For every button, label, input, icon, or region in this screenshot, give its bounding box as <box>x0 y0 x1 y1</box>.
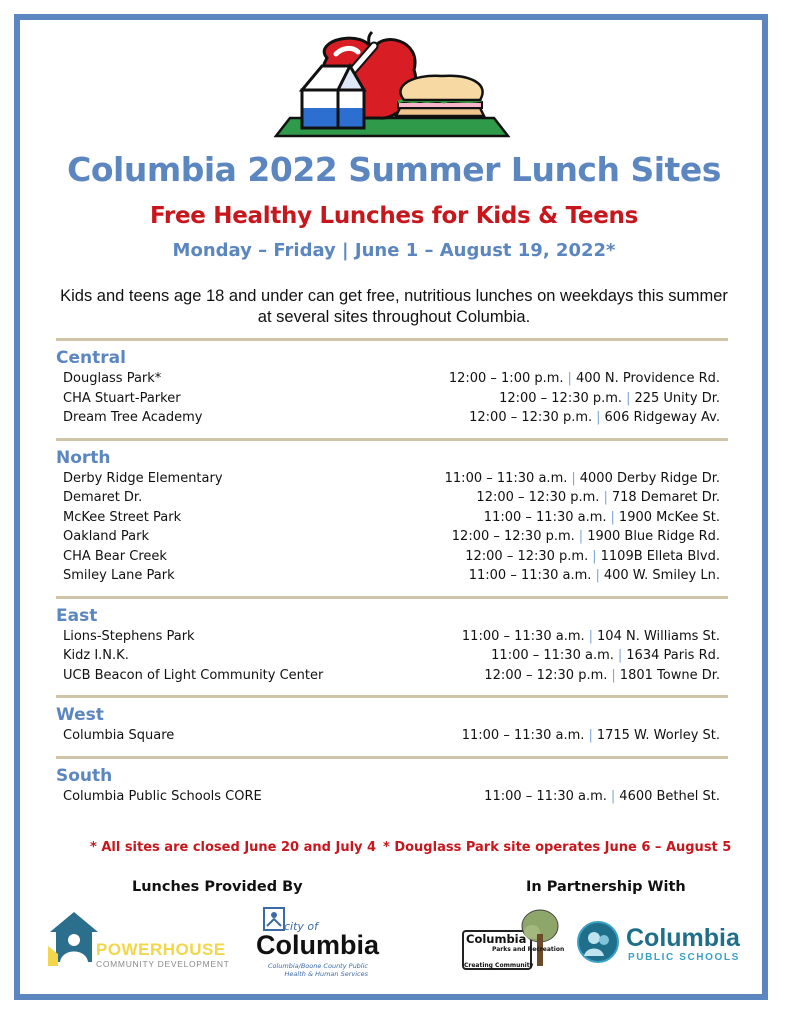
separator: | <box>610 509 615 525</box>
parks-tagline: Creating Community <box>464 962 534 969</box>
site-details <box>491 646 720 666</box>
separator: | <box>611 667 616 683</box>
region-east <box>56 599 728 696</box>
site-details <box>462 627 720 647</box>
site-time: 11:00 – 11:30 a.m. <box>483 509 607 525</box>
separator: | <box>595 568 600 583</box>
site-time: 11:00 – 11:30 a.m. <box>491 648 614 663</box>
separator: | <box>603 490 608 505</box>
site-address: 1634 Paris Rd. <box>626 648 720 663</box>
site-name: Dream Tree Academy <box>63 410 203 425</box>
separator: | <box>578 529 584 544</box>
page-subtitle: Free Healthy Lunches for Kids & Teens <box>149 203 638 229</box>
site-name: McKee Street Park <box>63 509 182 525</box>
region-west <box>56 698 728 756</box>
region-central <box>56 341 728 438</box>
region-heading: South <box>56 765 113 786</box>
separator: | <box>610 788 616 804</box>
regions-list <box>56 338 728 816</box>
site-time: 12:00 – 12:30 p.m. <box>484 667 608 683</box>
site-row <box>56 787 728 807</box>
site-time: 11:00 – 11:30 a.m. <box>461 728 585 743</box>
separator: | <box>592 548 597 564</box>
cps-logo-icon <box>576 920 620 964</box>
site-row <box>56 369 728 389</box>
separator: | <box>588 728 593 743</box>
site-name: UCB Beacon of Light Community Center <box>63 667 324 683</box>
site-row <box>56 527 728 547</box>
site-time: 12:00 – 12:30 p.m. <box>499 390 623 406</box>
site-name: Derby Ridge Elementary <box>63 470 223 486</box>
region-heading: West <box>56 705 104 725</box>
site-name: Columbia Public Schools CORE <box>63 788 262 804</box>
site-time: 12:00 – 12:30 p.m. <box>469 410 593 425</box>
separator: | <box>596 410 601 425</box>
separator: | <box>626 390 631 406</box>
separator: | <box>588 628 594 644</box>
separator: | <box>571 470 576 486</box>
schedule-dates: Monday – Friday | June 1 – August 19, 2022* <box>172 240 616 261</box>
site-details <box>499 389 720 409</box>
site-address: 718 Demaret Dr. <box>611 490 720 505</box>
cps-subtitle: PUBLIC SCHOOLS <box>628 952 740 963</box>
site-name: Columbia Square <box>63 728 175 743</box>
site-time: 12:00 – 12:30 p.m. <box>476 490 600 505</box>
city-of-columbia-logo-icon <box>262 906 286 932</box>
region-heading: Central <box>56 348 126 368</box>
site-details <box>469 566 720 586</box>
site-row <box>56 627 728 647</box>
powerhouse-wordmark: POWERHOUSE <box>96 940 226 959</box>
site-name: CHA Stuart-Parker <box>63 390 181 406</box>
city-of-label: city of <box>284 920 319 933</box>
site-address: 4600 Bethel St. <box>619 788 720 804</box>
region-heading: North <box>56 447 111 468</box>
site-row <box>56 566 728 586</box>
site-name: Demaret Dr. <box>63 490 143 505</box>
note-douglass-park: * Douglass Park site operates June 6 – August 5 <box>383 840 732 855</box>
site-address: 400 N. Providence Rd. <box>575 371 720 386</box>
site-name: Lions-Stephens Park <box>63 628 195 644</box>
site-details <box>484 787 720 807</box>
site-details <box>452 527 720 547</box>
lunch-tray-illustration <box>272 30 512 148</box>
site-name: Douglass Park* <box>63 371 162 386</box>
site-address: 1900 Blue Ridge Rd. <box>587 529 720 544</box>
site-address: 1109B Elleta Blvd. <box>600 548 720 564</box>
region-south <box>56 759 728 817</box>
site-details <box>484 666 720 686</box>
site-time: 12:00 – 1:00 p.m. <box>448 371 564 386</box>
site-row <box>56 488 728 508</box>
separator: | <box>567 371 572 386</box>
site-address: 1801 Towne Dr. <box>619 667 720 683</box>
site-details <box>462 726 720 746</box>
site-row <box>56 666 728 686</box>
parks-subtitle: Parks and Recreation <box>492 946 565 953</box>
site-address: 225 Unity Dr. <box>634 390 720 406</box>
powerhouse-subtitle: COMMUNITY DEVELOPMENT <box>96 959 230 969</box>
site-address: 1715 W. Worley St. <box>596 728 720 743</box>
site-details <box>465 547 720 567</box>
city-columbia-subtitle: Columbia/Boone County Public Health & Human Services <box>267 962 368 978</box>
separator: | <box>617 648 623 663</box>
site-time: 11:00 – 11:30 a.m. <box>461 628 585 644</box>
site-time: 11:00 – 11:30 a.m. <box>484 788 607 804</box>
parks-title: Columbia <box>466 932 527 946</box>
site-row <box>56 408 728 428</box>
site-name: Oakland Park <box>63 529 150 544</box>
site-details <box>484 508 720 528</box>
cps-wordmark: Columbia <box>626 924 740 952</box>
site-address: 606 Ridgeway Av. <box>604 410 720 425</box>
site-time: 12:00 – 12:30 p.m. <box>451 529 575 544</box>
site-time: 12:00 – 12:30 p.m. <box>465 548 589 564</box>
region-heading: East <box>56 605 98 626</box>
site-row <box>56 508 728 528</box>
city-columbia-wordmark: Columbia <box>256 930 380 960</box>
site-row <box>56 547 728 567</box>
page-title: Columbia 2022 Summer Lunch Sites <box>67 150 721 189</box>
site-row <box>56 469 728 489</box>
site-details <box>476 488 720 508</box>
site-address: 400 W. Smiley Ln. <box>603 568 720 583</box>
powerhouse-logo-icon <box>48 910 100 966</box>
region-north <box>56 441 728 596</box>
site-row <box>56 389 728 409</box>
lunches-provided-by-heading: Lunches Provided By <box>132 879 303 895</box>
intro-text: Kids and teens age 18 and under can get free, nutritious lunches on weekdays this summer at several sites throughout Columbia. <box>60 287 728 326</box>
site-address: 4000 Derby Ridge Dr. <box>579 470 720 486</box>
partnership-heading: In Partnership With <box>526 879 686 895</box>
note-closed-dates: * All sites are closed June 20 and July 4 <box>90 840 377 855</box>
site-details <box>445 469 720 489</box>
site-row <box>56 726 728 746</box>
site-row <box>56 646 728 666</box>
site-time: 11:00 – 11:30 a.m. <box>468 568 592 583</box>
site-name: CHA Bear Creek <box>63 548 167 564</box>
site-name: Smiley Lane Park <box>63 568 175 583</box>
site-address: 104 N. Williams St. <box>597 628 720 644</box>
site-details <box>469 408 720 428</box>
site-name: Kidz I.N.K. <box>63 648 129 663</box>
site-address: 1900 McKee St. <box>618 509 720 525</box>
site-time: 11:00 – 11:30 a.m. <box>444 470 568 486</box>
site-details <box>449 369 720 389</box>
